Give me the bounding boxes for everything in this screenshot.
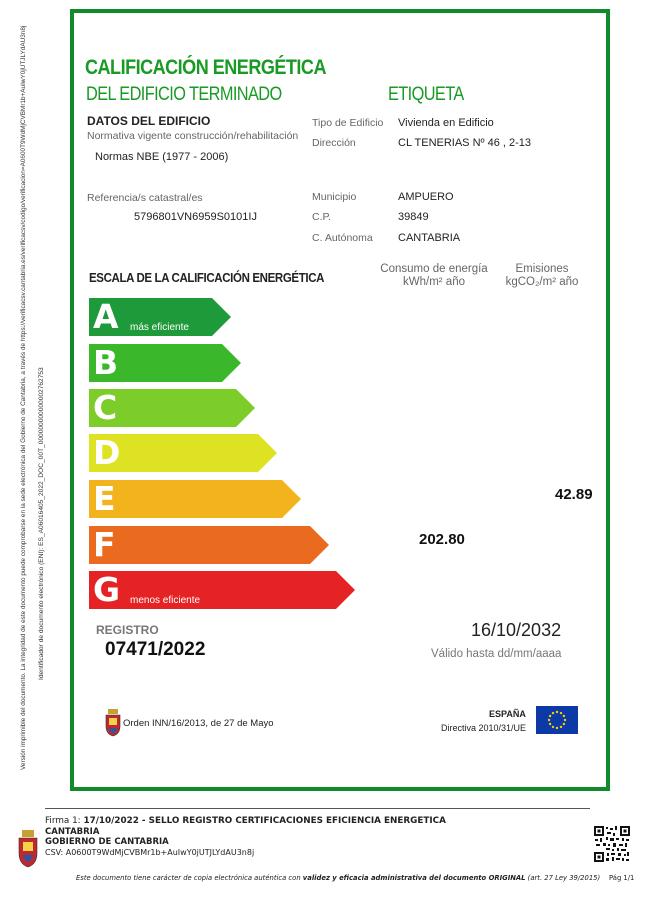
- registro-label: REGISTRO: [96, 623, 159, 637]
- page-number: Pág 1/1: [609, 874, 635, 882]
- ref-catastral-label: Referencia/s catastral/es: [87, 192, 203, 204]
- tipo-label: Tipo de Edificio: [312, 117, 384, 129]
- consumo-header: [378, 263, 490, 289]
- espana-label: ESPAÑA: [489, 709, 526, 719]
- ca-value: CANTABRIA: [398, 232, 461, 244]
- energy-class-note: más eficiente: [130, 322, 189, 333]
- qr-code-icon[interactable]: [594, 826, 630, 867]
- ca-label: C. Autónoma: [312, 232, 373, 244]
- normativa-label: Normativa vigente construcción/rehabilitación: [87, 130, 299, 142]
- emisiones-header: [502, 263, 582, 289]
- energy-class-note: menos eficiente: [130, 595, 201, 606]
- footer-note: [76, 874, 600, 882]
- firma-prefix: Firma 1:: [45, 816, 84, 826]
- footer-divider: [45, 808, 590, 809]
- energy-class-letter: F: [93, 525, 116, 564]
- label-title: ETIQUETA: [388, 84, 464, 105]
- cantabria-crest-icon: [105, 709, 121, 742]
- emisiones-header-line2: kgCO₂/m² año: [505, 276, 579, 288]
- energy-class-letter: B: [93, 343, 119, 382]
- datos-heading: DATOS DEL EDIFICIO: [87, 114, 211, 128]
- municipio-label: Municipio: [312, 191, 357, 203]
- registro-value: 07471/2022: [105, 639, 206, 660]
- energy-class-e-bar: [89, 480, 301, 518]
- footer-note-pre: Este documento tiene carácter de copia electrónica auténtica con: [76, 874, 303, 882]
- csv-code: CSV: A0600T9WdMjCVBMr1b+AuIwY0jUTJLYdAU3n8j: [45, 848, 255, 857]
- energy-class-letter: G: [93, 570, 121, 609]
- consumo-header-line1: Consumo de energía: [380, 263, 488, 275]
- emisiones-value: 42.89: [555, 486, 593, 503]
- energy-class-letter: A: [93, 297, 119, 336]
- firma-text: 17/10/2022 - SELLO REGISTRO CERTIFICACIONES EFICIENCIA ENERGETICA: [83, 816, 446, 826]
- verification-line-1: Versión imprimible del documento. La integridad de este documento puede comprobarse en la sede electrónica del Gobierno de Cantabria, a través de https://verificacsv.cantabria.es/verificacsv/codigo/verificacion=A0600T9WdMjCVBMr1b+AuIwY0jUTJLYdAU3n8j: [20, 25, 27, 770]
- emisiones-header-line1: Emisiones: [515, 263, 569, 275]
- energy-class-b-bar: [89, 344, 241, 382]
- consumo-value: 202.80: [419, 531, 465, 548]
- valid-until-date: 16/10/2032: [471, 620, 562, 640]
- directiva-label: Directiva 2010/31/UE: [441, 723, 527, 733]
- valid-until-label: Válido hasta dd/mm/aaaa: [431, 648, 562, 660]
- energy-class-g-bar: [89, 571, 355, 609]
- cp-value: 39849: [398, 211, 429, 223]
- gobierno-cantabria-crest-icon: [18, 830, 38, 873]
- orden-text: Orden INN/16/2013, de 27 de Mayo: [123, 718, 274, 729]
- municipio-value: AMPUERO: [398, 191, 454, 203]
- firma-gobierno: GOBIERNO DE CANTABRIA: [45, 837, 169, 847]
- energy-class-c-bar: [89, 389, 255, 427]
- firma-cantabria: CANTABRIA: [45, 827, 100, 837]
- energy-class-d-bar: [89, 434, 277, 472]
- energy-class-letter: D: [93, 433, 121, 472]
- cp-label: C.P.: [312, 211, 332, 223]
- footer-note-bold: validez y eficacia administrativa del documento ORIGINAL: [302, 874, 526, 882]
- title-line-2: DEL EDIFICIO TERMINADO: [86, 84, 282, 105]
- firma-line: [45, 816, 446, 826]
- normativa-value: Normas NBE (1977 - 2006): [95, 151, 229, 163]
- energy-class-letter: C: [93, 388, 118, 427]
- consumo-header-line2: kWh/m² año: [403, 276, 465, 288]
- energy-class-letter: E: [93, 479, 116, 518]
- title-line-1: CALIFICACIÓN ENERGÉTICA: [85, 56, 326, 79]
- scale-title: ESCALA DE LA CALIFICACIÓN ENERGÉTICA: [89, 271, 325, 285]
- energy-class-a-bar: [89, 298, 231, 336]
- direccion-value: CL TENERIAS Nº 46 , 2-13: [398, 137, 532, 149]
- footer-note-post: (art. 27 Ley 39/2015): [525, 874, 601, 882]
- energy-class-f-bar: [89, 526, 329, 564]
- verification-line-2: Identificador de documento electrónico (ENI): ES_A06016405_2022_DOC_00T_000000000000002762753: [38, 367, 45, 680]
- ref-catastral-value: 5796801VN6959S0101IJ: [134, 211, 257, 223]
- eu-flag-icon: [536, 706, 578, 734]
- tipo-value: Vivienda en Edificio: [398, 117, 494, 129]
- direccion-label: Dirección: [312, 137, 356, 149]
- verification-sidebar-text: [20, 25, 52, 770]
